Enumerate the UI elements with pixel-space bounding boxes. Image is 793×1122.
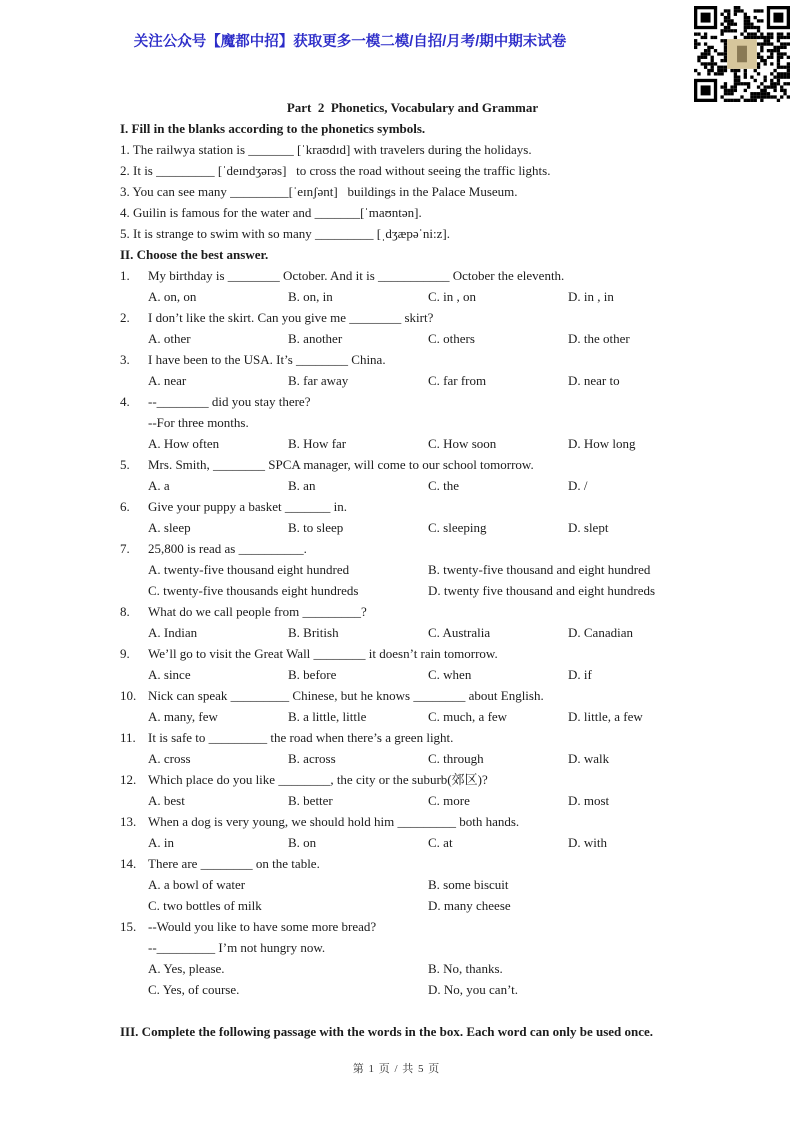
option-C: C. when bbox=[428, 667, 472, 682]
option-A: A. a bowl of water bbox=[148, 877, 246, 892]
question-number: 3. bbox=[120, 352, 130, 367]
page-number: 第 1 页 / 共 5 页 bbox=[352, 1063, 441, 1075]
phonetics-item: 3. You can see many _________[ˈeɪnʃənt] buildings in the Palace Museum. bbox=[120, 184, 518, 199]
question-text: I don’t like the skirt. Can you give me ________ skirt? bbox=[148, 310, 434, 325]
question-block bbox=[120, 643, 705, 685]
question-block bbox=[120, 601, 705, 643]
phonetics-item: 4. Guilin is famous for the water and _______[ˈmaʊntən]. bbox=[120, 205, 422, 220]
options-row bbox=[148, 706, 705, 727]
question-text: It is safe to _________ the road when there’s a green light. bbox=[148, 730, 454, 745]
option-D: D. slept bbox=[568, 520, 609, 535]
section3-heading: III. Complete the following passage with the words in the box. Each word can only be used once. bbox=[120, 1024, 654, 1039]
option-A: A. near bbox=[148, 373, 187, 388]
question-block bbox=[120, 853, 705, 916]
question-number: 4. bbox=[120, 394, 130, 409]
question-block bbox=[120, 685, 705, 727]
option-B: B. British bbox=[288, 625, 339, 640]
options-row bbox=[148, 328, 705, 349]
option-D: D. many cheese bbox=[428, 898, 511, 913]
options-row bbox=[148, 832, 705, 853]
question-block bbox=[120, 454, 705, 496]
question-text: My birthday is ________ October. And it is ___________ October the eleventh. bbox=[148, 268, 565, 283]
option-B: B. How far bbox=[288, 436, 347, 451]
phonetics-item: 5. It is strange to swim with so many _________ [ˌdʒæpəˈni:z]. bbox=[120, 226, 451, 241]
option-C: C. more bbox=[428, 793, 470, 808]
question-text: I have been to the USA. It’s ________ China. bbox=[148, 352, 386, 367]
options-row bbox=[148, 748, 705, 769]
options-row bbox=[148, 370, 705, 391]
question-number: 5. bbox=[120, 457, 130, 472]
options-row bbox=[148, 622, 705, 643]
option-D: D. twenty five thousand and eight hundreds bbox=[428, 583, 656, 598]
phonetics-item: 2. It is _________ [ˈdeɪndʒərəs] to cross the road without seeing the traffic lights. bbox=[120, 163, 551, 178]
options-row bbox=[148, 517, 705, 538]
option-C: C. How soon bbox=[428, 436, 497, 451]
option-C: C. much, a few bbox=[428, 709, 508, 724]
question-number: 10. bbox=[120, 688, 137, 703]
question-number: 7. bbox=[120, 541, 130, 556]
option-A: A. sleep bbox=[148, 520, 191, 535]
option-B: B. better bbox=[288, 793, 333, 808]
option-D: D. How long bbox=[568, 436, 636, 451]
option-A: A. Yes, please. bbox=[148, 961, 225, 976]
option-B: B. far away bbox=[288, 373, 349, 388]
options-row bbox=[148, 958, 705, 1000]
question-block bbox=[120, 265, 705, 307]
question-block bbox=[120, 916, 705, 1000]
option-D: D. with bbox=[568, 835, 607, 850]
option-D: D. walk bbox=[568, 751, 610, 766]
question-number: 8. bbox=[120, 604, 130, 619]
option-C: C. in , on bbox=[428, 289, 477, 304]
option-A: A. many, few bbox=[148, 709, 218, 724]
question-number: 14. bbox=[120, 856, 137, 871]
option-C: C. the bbox=[428, 478, 460, 493]
option-C: C. sleeping bbox=[428, 520, 487, 535]
section2-questions bbox=[120, 265, 705, 1000]
question-number: 9. bbox=[120, 646, 130, 661]
question-text: 25,800 is read as __________. bbox=[148, 541, 307, 556]
options-row bbox=[148, 475, 705, 496]
option-B: B. to sleep bbox=[288, 520, 344, 535]
page-title: Part 2 Phonetics, Vocabulary and Grammar bbox=[286, 100, 539, 115]
question-block bbox=[120, 727, 705, 769]
question-block bbox=[120, 349, 705, 391]
option-D: D. Canadian bbox=[568, 625, 633, 640]
section1-items bbox=[120, 139, 705, 244]
option-B: B. an bbox=[288, 478, 316, 493]
options-row bbox=[148, 790, 705, 811]
option-A: A. best bbox=[148, 793, 185, 808]
option-B: B. twenty-five thousand and eight hundred bbox=[428, 562, 651, 577]
option-A: A. a bbox=[148, 478, 170, 493]
qr-code-icon bbox=[694, 6, 790, 102]
promo-banner: 关注公众号【魔都中招】获取更多一模二模/自招/月考/期中期末试卷 bbox=[133, 34, 567, 50]
option-D: D. in , in bbox=[568, 289, 614, 304]
options-row bbox=[148, 433, 705, 454]
section-gap bbox=[120, 1000, 705, 1021]
option-A: A. on, on bbox=[148, 289, 197, 304]
question-block bbox=[120, 811, 705, 853]
question-text: --________ did you stay there? bbox=[148, 394, 311, 409]
question-text: Nick can speak _________ Chinese, but he knows ________ about English. bbox=[148, 688, 544, 703]
section2-heading: II. Choose the best answer. bbox=[120, 247, 269, 262]
options-row bbox=[148, 874, 705, 916]
option-B: B. on bbox=[288, 835, 317, 850]
option-A: A. other bbox=[148, 331, 191, 346]
question-number: 15. bbox=[120, 919, 137, 934]
question-text: There are ________ on the table. bbox=[148, 856, 320, 871]
option-A: A. twenty-five thousand eight hundred bbox=[148, 562, 350, 577]
phonetics-item: 1. The railwya station is _______ [ˈkraʊdɪd] with travelers during the holidays. bbox=[120, 142, 532, 157]
option-C: C. through bbox=[428, 751, 484, 766]
option-D: D. near to bbox=[568, 373, 620, 388]
option-B: B. a little, little bbox=[288, 709, 367, 724]
option-B: B. another bbox=[288, 331, 343, 346]
option-C: C. Yes, of course. bbox=[148, 982, 240, 997]
question-number: 6. bbox=[120, 499, 130, 514]
option-D: D. / bbox=[568, 478, 588, 493]
question-text: --_________ I’m not hungry now. bbox=[148, 940, 326, 955]
question-block bbox=[120, 769, 705, 811]
question-block bbox=[120, 538, 705, 601]
page-content bbox=[120, 97, 705, 1042]
option-B: B. some biscuit bbox=[428, 877, 509, 892]
option-B: B. across bbox=[288, 751, 336, 766]
option-C: C. Australia bbox=[428, 625, 491, 640]
option-B: B. on, in bbox=[288, 289, 333, 304]
option-D: D. No, you can’t. bbox=[428, 982, 519, 997]
option-C: C. twenty-five thousands eight hundreds bbox=[148, 583, 359, 598]
question-text: What do we call people from _________? bbox=[148, 604, 367, 619]
options-row bbox=[148, 286, 705, 307]
option-C: C. two bottles of milk bbox=[148, 898, 262, 913]
option-A: A. How often bbox=[148, 436, 220, 451]
question-text: We’ll go to visit the Great Wall ________ it doesn’t rain tomorrow. bbox=[148, 646, 498, 661]
question-text: Mrs. Smith, ________ SPCA manager, will come to our school tomorrow. bbox=[148, 457, 534, 472]
option-D: D. most bbox=[568, 793, 610, 808]
option-D: D. if bbox=[568, 667, 592, 682]
option-A: A. Indian bbox=[148, 625, 198, 640]
question-text: Give your puppy a basket _______ in. bbox=[148, 499, 347, 514]
option-C: C. others bbox=[428, 331, 475, 346]
question-number: 2. bbox=[120, 310, 130, 325]
option-D: D. little, a few bbox=[568, 709, 643, 724]
question-number: 1. bbox=[120, 268, 130, 283]
option-A: A. since bbox=[148, 667, 191, 682]
option-A: A. in bbox=[148, 835, 174, 850]
question-block bbox=[120, 496, 705, 538]
option-B: B. No, thanks. bbox=[428, 961, 503, 976]
question-block bbox=[120, 391, 705, 454]
question-number: 11. bbox=[120, 730, 136, 745]
option-A: A. cross bbox=[148, 751, 191, 766]
question-text: --For three months. bbox=[148, 415, 249, 430]
question-text: --Would you like to have some more bread? bbox=[148, 919, 377, 934]
option-B: B. before bbox=[288, 667, 337, 682]
question-number: 13. bbox=[120, 814, 137, 829]
option-C: C. at bbox=[428, 835, 453, 850]
question-text: Which place do you like ________, the city or the suburb(郊区)? bbox=[148, 772, 488, 787]
question-block bbox=[120, 307, 705, 349]
question-number: 12. bbox=[120, 772, 137, 787]
options-row bbox=[148, 664, 705, 685]
question-text: When a dog is very young, we should hold him _________ both hands. bbox=[148, 814, 520, 829]
section1-heading: I. Fill in the blanks according to the phonetics symbols. bbox=[120, 121, 426, 136]
options-row bbox=[148, 559, 705, 601]
option-D: D. the other bbox=[568, 331, 630, 346]
option-C: C. far from bbox=[428, 373, 487, 388]
